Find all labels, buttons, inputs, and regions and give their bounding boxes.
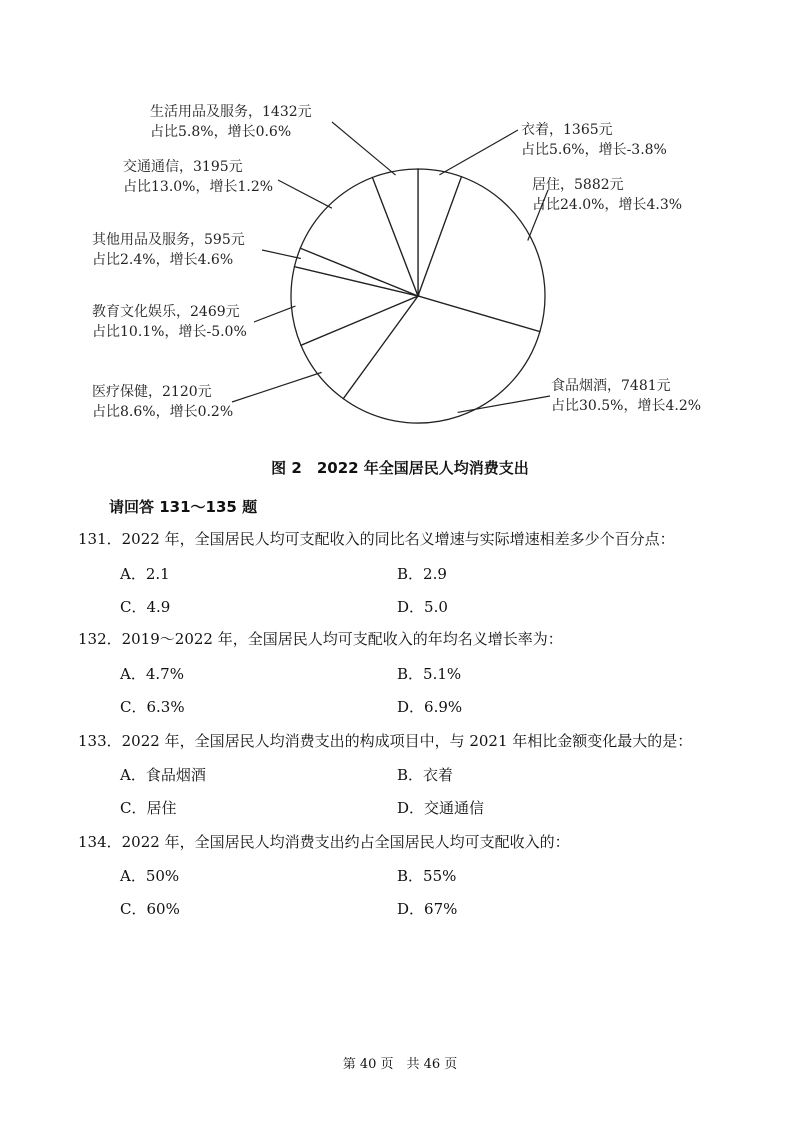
label-housing-line1: 居住，5882元 — [532, 177, 624, 193]
label-daily-goods-line1: 生活用品及服务，1432元 — [150, 104, 312, 120]
option-132-d: D．6.9% — [397, 698, 463, 716]
label-healthcare-line1: 医疗保健，2120元 — [92, 384, 212, 400]
option-134-c: C．60% — [120, 900, 180, 918]
label-housing — [532, 175, 682, 215]
option-132-a: A．4.7% — [120, 665, 184, 683]
option-133-b: B．衣着 — [397, 766, 454, 784]
leader-line-transport — [278, 180, 332, 208]
option-132-c: C．6.3% — [120, 698, 185, 716]
instruction: 请回答 131～135 题 — [109, 498, 258, 516]
label-other-goods — [92, 230, 245, 270]
leader-line-healthcare — [232, 372, 322, 402]
option-132-b: B．5.1% — [397, 665, 462, 683]
label-education-line2: 占比10.1%，增长-5.0% — [92, 324, 247, 340]
option-134-b: B．55% — [397, 867, 457, 885]
leader-line-education — [254, 306, 295, 322]
label-other-goods-line2: 占比2.4%，增长4.6% — [92, 252, 234, 268]
label-education-line1: 教育文化娱乐，2469元 — [92, 304, 240, 320]
label-food — [551, 376, 701, 416]
option-133-a: A．食品烟酒 — [120, 766, 206, 784]
leader-line-other-goods — [262, 250, 301, 258]
label-transport-line1: 交通通信，3195元 — [123, 159, 243, 175]
label-healthcare — [92, 382, 233, 422]
leader-line-clothing — [439, 130, 518, 175]
option-131-a: A．2.1 — [120, 565, 170, 583]
label-food-line2: 占比30.5%，增长4.2% — [551, 398, 702, 414]
label-food-line1: 食品烟酒，7481元 — [551, 378, 671, 394]
option-133-c: C．居住 — [120, 799, 177, 817]
label-healthcare-line2: 占比8.6%，增长0.2% — [92, 404, 234, 420]
option-133-d: D．交通通信 — [397, 799, 485, 817]
option-131-b: B．2.9 — [397, 565, 447, 583]
question-133: 133．2022 年，全国居民人均消费支出的构成项目中，与 2021 年相比金额变化最大的是： — [78, 732, 693, 750]
question-134: 134．2022 年，全国居民人均消费支出约占全国居民人均可支配收入的： — [78, 833, 570, 851]
leader-line-daily-goods — [332, 122, 396, 175]
label-other-goods-line1: 其他用品及服务，595元 — [92, 232, 245, 248]
label-education — [92, 302, 247, 342]
label-clothing-line1: 衣着，1365元 — [521, 122, 613, 138]
figure-caption: 图 2 2022 年全国居民人均消费支出 — [271, 459, 529, 477]
page-footer: 第 40 页 共 46 页 — [342, 1057, 458, 1072]
label-daily-goods — [150, 102, 312, 142]
question-132: 132．2019～2022 年，全国居民人均可支配收入的年均名义增长率为： — [78, 630, 563, 648]
label-transport — [123, 157, 273, 197]
option-134-d: D．67% — [397, 900, 458, 918]
question-131: 131．2022 年，全国居民人均可支配收入的同比名义增速与实际增速相差多少个百分点： — [78, 530, 675, 548]
label-clothing-line2: 占比5.6%，增长-3.8% — [521, 142, 667, 158]
option-131-c: C．4.9 — [120, 598, 171, 616]
label-daily-goods-line2: 占比5.8%，增长0.6% — [150, 124, 292, 140]
label-clothing — [521, 120, 667, 160]
label-housing-line2: 占比24.0%，增长4.3% — [532, 197, 683, 213]
option-134-a: A．50% — [120, 867, 180, 885]
label-transport-line2: 占比13.0%，增长1.2% — [123, 179, 274, 195]
option-131-d: D．5.0 — [397, 598, 448, 616]
